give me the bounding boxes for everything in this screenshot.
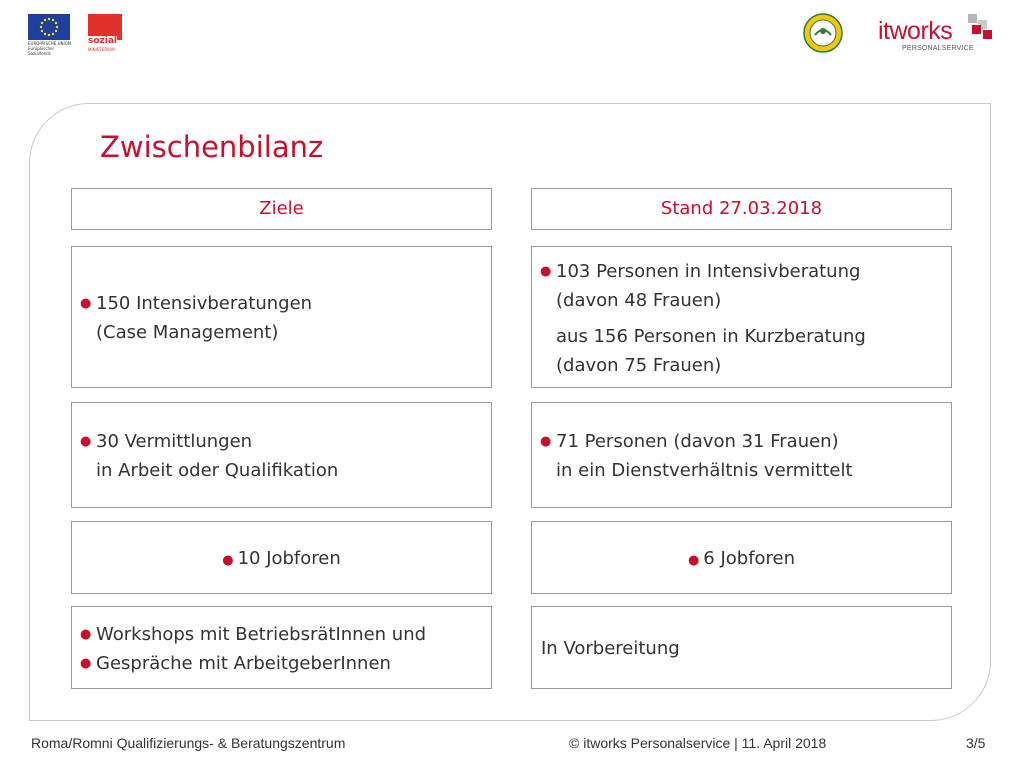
page-title: Zwischenbilanz <box>100 130 324 164</box>
sozialministerium-logo <box>88 14 122 52</box>
goal-line: 10 Jobforen <box>237 548 341 569</box>
goal-box-jobforen: ● 10 Jobforen <box>71 521 492 594</box>
sozial-word: sozial <box>88 36 118 46</box>
status-line: (davon 75 Frauen) <box>556 355 722 376</box>
itworks-sub: PERSONALSERVICE <box>902 45 974 52</box>
goal-box-placements <box>71 402 492 508</box>
footer-page-number: 3/5 <box>966 735 986 751</box>
sozial-sub: MINISTERIUM <box>88 47 115 52</box>
status-box-workshops <box>531 606 952 689</box>
status-line: aus 156 Personen in Kurzberatung <box>556 326 866 347</box>
status-box-intensive <box>531 246 952 388</box>
header-stand: Stand 27.03.2018 <box>531 188 952 230</box>
footer-center: © itworks Personalservice | 11. April 2018 <box>569 735 827 751</box>
header-ziele: Ziele <box>71 188 492 230</box>
status-box-placements <box>531 402 952 508</box>
itworks-logo <box>878 14 998 56</box>
status-line: ● 71 Personen (davon 31 Frauen) <box>532 427 951 456</box>
goal-line: in Arbeit oder Qualifikation <box>96 460 339 481</box>
itworks-word: itworks <box>878 17 953 45</box>
quality-seal-icon <box>803 13 843 53</box>
status-line: ● 103 Personen in Intensivberatung <box>532 257 951 286</box>
status-line: (davon 48 Frauen) <box>556 290 722 311</box>
eu-logo-text: EUROPÄISCHE UNION Europäischer Sozialfonds <box>28 41 71 56</box>
goal-line: ● Gespräche mit ArbeitgeberInnen <box>72 649 491 678</box>
eu-logo <box>28 14 72 56</box>
goal-box-intensive <box>71 246 492 388</box>
goal-box-workshops <box>71 606 492 689</box>
goal-line: ● Workshops mit BetriebsrätInnen und <box>72 620 491 649</box>
status-line: 6 Jobforen <box>703 548 796 569</box>
itworks-squares-icon <box>968 14 994 40</box>
footer-left: Roma/Romni Qualifizierungs- & Beratungszentrum <box>31 735 346 751</box>
goal-line: ● 30 Vermittlungen <box>72 427 491 456</box>
eu-flag-icon <box>28 14 70 40</box>
status-line: In Vorbereitung <box>541 638 680 659</box>
goal-line: ● 150 Intensivberatungen <box>72 289 491 318</box>
status-box-jobforen: ● 6 Jobforen <box>531 521 952 594</box>
goal-line: (Case Management) <box>96 322 279 343</box>
status-line: in ein Dienstverhältnis vermittelt <box>556 460 853 481</box>
